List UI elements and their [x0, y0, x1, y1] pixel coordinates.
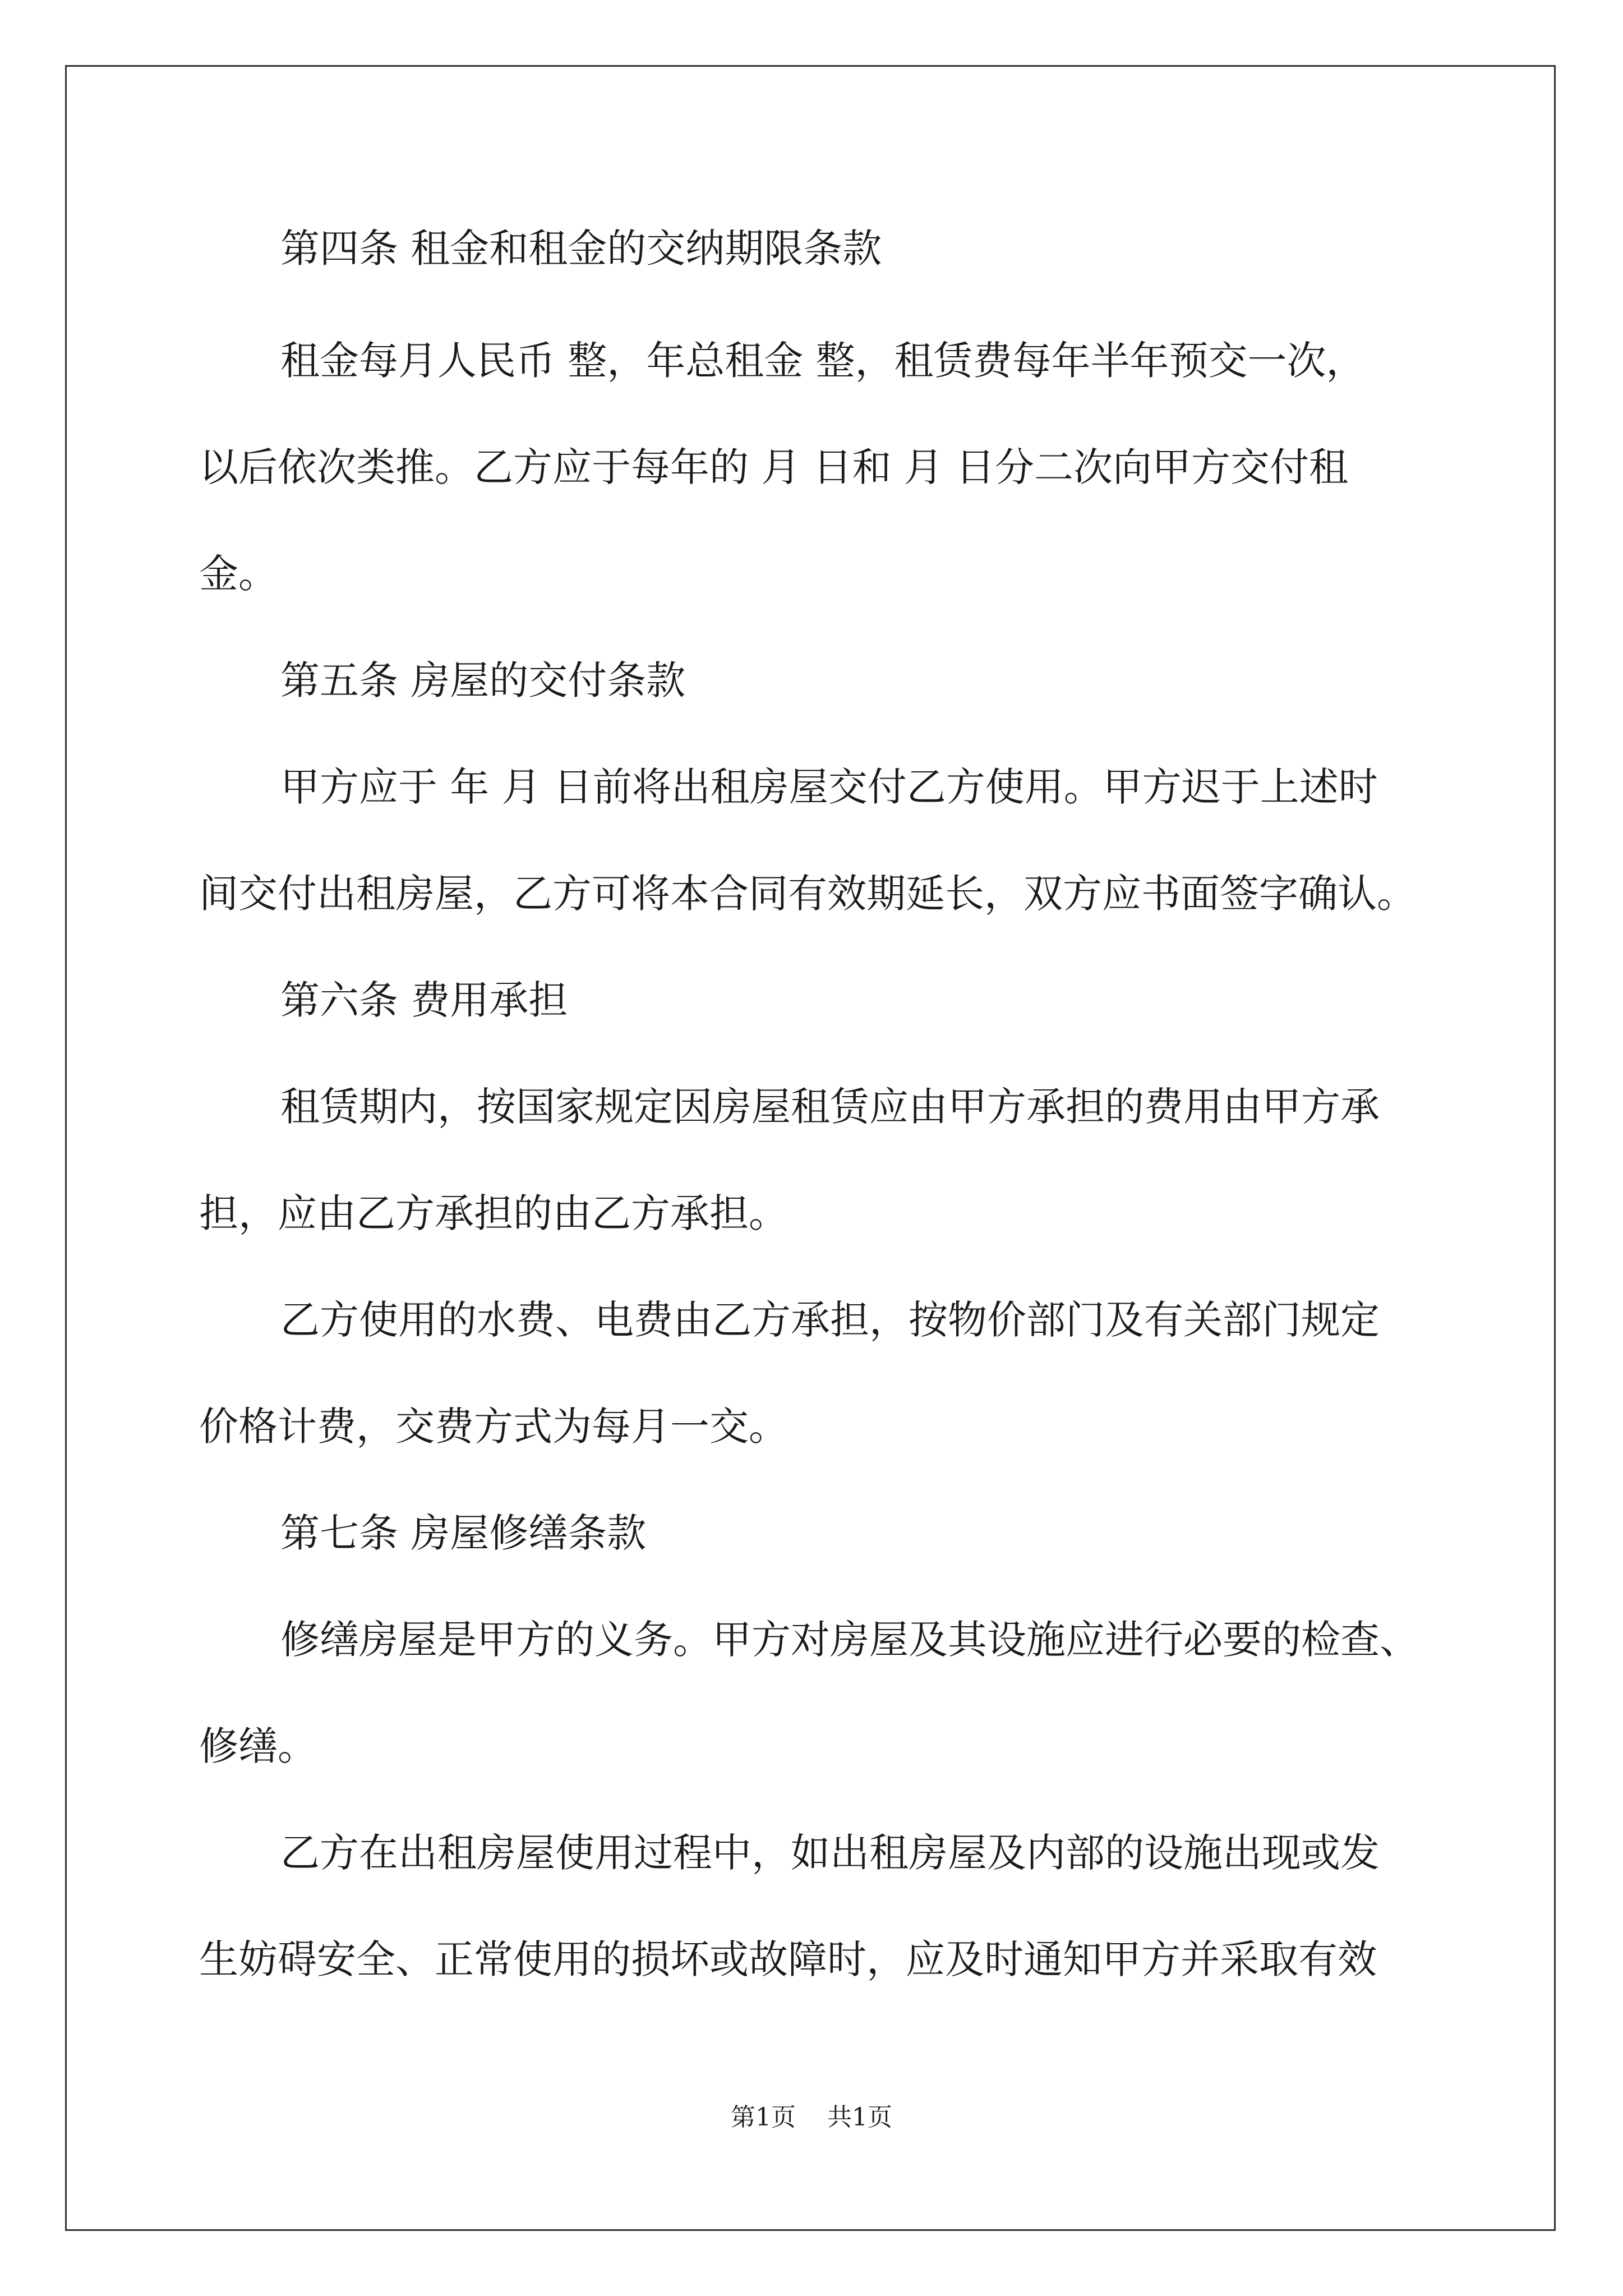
paragraph-line: 担，应由乙方承担的由乙方承担。 [199, 1190, 788, 1236]
article-7-heading: 第七条 房屋修缮条款 [280, 1510, 647, 1556]
article-5-heading: 第五条 房屋的交付条款 [280, 657, 686, 703]
article-4-heading: 第四条 租金和租金的交纳期限条款 [280, 226, 882, 272]
paragraph-line: 甲方应于 年 月 日前将出租房屋交付乙方使用。甲方迟于上述时 [280, 764, 1378, 810]
paragraph-line: 租赁期内，按国家规定因房屋租赁应由甲方承担的费用由甲方承 [280, 1084, 1380, 1130]
paragraph-line: 修缮。 [199, 1723, 317, 1769]
paragraph-line: 租金每月人民币 整，年总租金 整，租赁费每年半年预交一次， [280, 338, 1366, 384]
paragraph-line: 以后依次类推。乙方应于每年的 月 日和 月 日分二次向甲方交付租 [199, 444, 1349, 490]
paragraph-line: 乙方使用的水费、电费由乙方承担，按物价部门及有关部门规定 [280, 1297, 1380, 1343]
article-6-heading: 第六条 费用承担 [280, 977, 568, 1023]
page-footer [0, 2101, 1623, 2134]
paragraph-line: 乙方在出租房屋使用过程中，如出租房屋及内部的设施出现或发 [280, 1830, 1380, 1876]
total-page-count: 共1页 [827, 2103, 892, 2132]
paragraph-line: 修缮房屋是甲方的义务。甲方对房屋及其设施应进行必要的检查、 [280, 1617, 1419, 1663]
current-page-number: 第1页 [731, 2103, 796, 2132]
paragraph-line: 生妨碍安全、正常使用的损坏或故障时，应及时通知甲方并采取有效 [199, 1936, 1377, 1982]
paragraph-line: 间交付出租房屋，乙方可将本合同有效期延长，双方应书面签字确认。 [199, 871, 1416, 917]
paragraph-line: 金。 [199, 551, 278, 597]
paragraph-line: 价格计费，交费方式为每月一交。 [199, 1404, 788, 1450]
